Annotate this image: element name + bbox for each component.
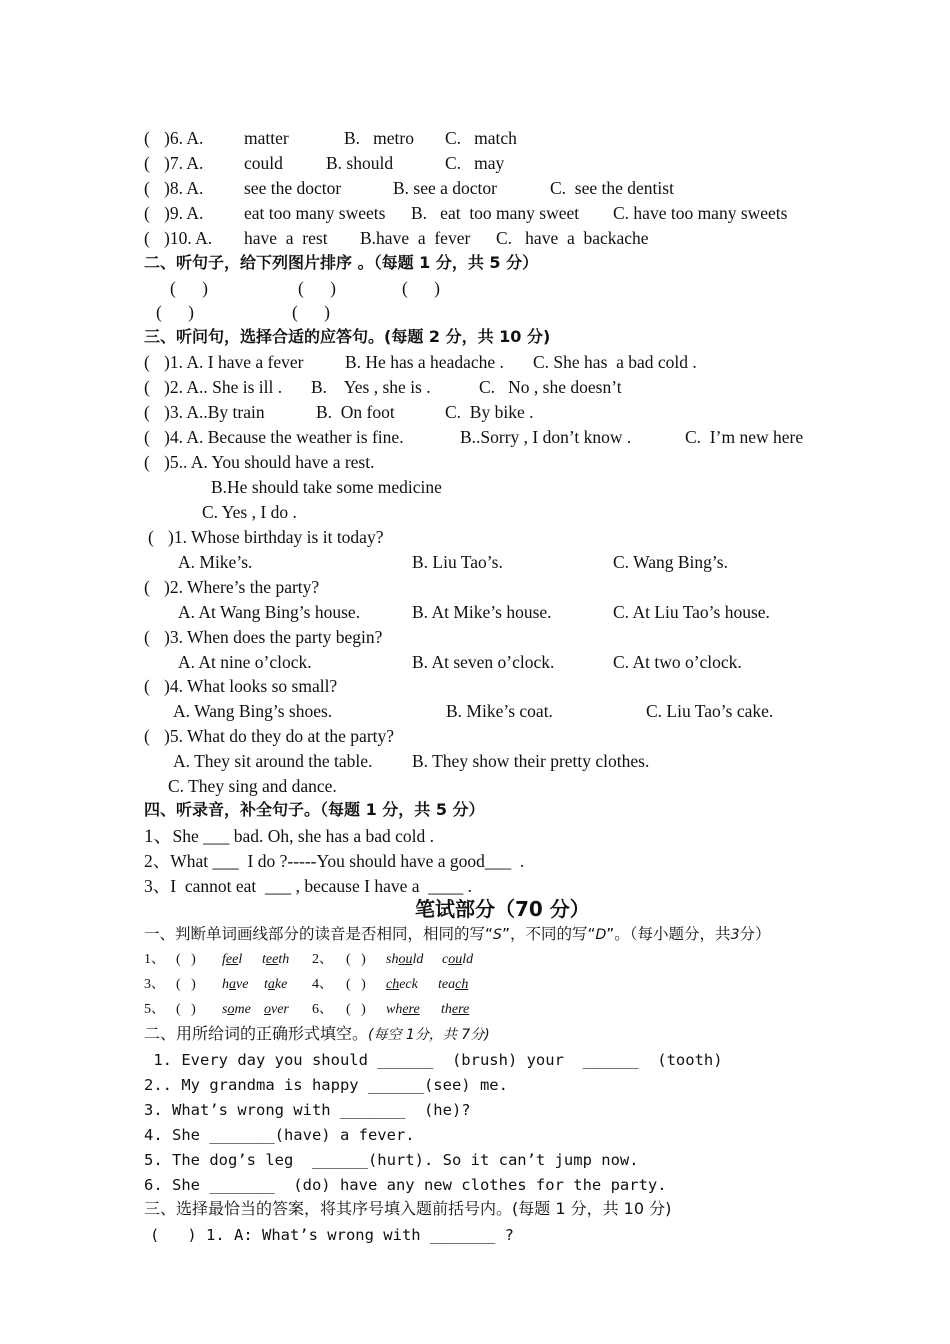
choice-line: ( ) 1. A: What’s wrong with _______ ? bbox=[150, 1226, 514, 1244]
option-a: A. At Wang Bing’s house. bbox=[178, 602, 361, 622]
picture-order-blank: ( ) bbox=[292, 302, 330, 322]
option-b: B. At seven o’clock. bbox=[412, 652, 555, 672]
question: )2. A.. She is ill . bbox=[164, 377, 283, 397]
underlined-part: ere bbox=[451, 1002, 470, 1017]
underlined-part: o bbox=[264, 1002, 271, 1017]
question: )4. A. Because the weather is fine. bbox=[164, 427, 404, 447]
option-c: C. At Liu Tao’s house. bbox=[613, 602, 770, 622]
underlined-part: ee bbox=[225, 952, 239, 967]
option-c: C. By bike . bbox=[445, 402, 534, 422]
paren: ( bbox=[144, 427, 150, 447]
option-b: B. They show their pretty clothes. bbox=[412, 751, 650, 771]
underlined-part: ou bbox=[448, 952, 463, 967]
question: )5. What do they do at the party? bbox=[164, 726, 395, 746]
word: teach bbox=[438, 977, 469, 992]
word: teeth bbox=[262, 952, 290, 967]
option-b: B. At Mike’s house. bbox=[412, 602, 552, 622]
option-b: B. should bbox=[326, 153, 394, 173]
option-c: C. No , she doesn’t bbox=[479, 377, 622, 397]
pair-number: 4、 bbox=[312, 977, 333, 992]
fill-line: 2.. My grandma is happy ______(see) me. bbox=[144, 1076, 508, 1094]
question: )5.. A. You should have a rest. bbox=[164, 452, 375, 472]
option-c: C. match bbox=[445, 128, 517, 148]
score-number: 3 bbox=[730, 927, 740, 943]
option-a: A. They sit around the table. bbox=[173, 751, 373, 771]
pair-number: 3、 bbox=[144, 977, 165, 992]
section-heading: 三、听问句，选择合适的应答句。(每题 2 分，共 10 分) bbox=[144, 327, 551, 346]
question: )3. A..By train bbox=[164, 402, 265, 422]
written-part-title: 笔试部分（70 分） bbox=[415, 897, 590, 921]
paren: ( bbox=[148, 527, 154, 547]
section-heading: 二、听句子，给下列图片排序 。（每题 1 分，共 5 分） bbox=[144, 253, 539, 272]
option-c: C. Wang Bing’s. bbox=[613, 552, 728, 572]
word: over bbox=[264, 1002, 289, 1017]
option-c: C. At two o’clock. bbox=[613, 652, 742, 672]
fill-line: 5. The dog’s leg ______(hurt). So it can’t jump now. bbox=[144, 1151, 639, 1169]
underlined-part: ee bbox=[265, 952, 279, 967]
question-no: )6. A. bbox=[164, 128, 204, 148]
paren: ( bbox=[144, 203, 150, 223]
sentence-3: 3、I cannot eat ___ , because I have a ____ . bbox=[144, 876, 473, 896]
picture-order-blank: ( ) bbox=[298, 278, 336, 298]
question-no: )8. A. bbox=[164, 178, 204, 198]
answer-blank: ( ) bbox=[346, 1002, 366, 1017]
word: feel bbox=[222, 949, 242, 971]
heading-tail: ”。（每小题分，共 bbox=[606, 925, 731, 943]
word: could bbox=[442, 952, 474, 967]
word: have bbox=[222, 977, 249, 992]
fill-line: 6. She _______ (do) have any new clothes for the party. bbox=[144, 1176, 667, 1194]
heading-end: 分） bbox=[739, 925, 771, 943]
option-b: B..Sorry , I don’t know . bbox=[460, 427, 632, 447]
fill-line: 3. What’s wrong with _______ (he)? bbox=[144, 1101, 471, 1119]
paren: ( bbox=[144, 726, 150, 746]
option-b: B. Yes , she is . bbox=[311, 377, 431, 397]
answer-blank: ( ) bbox=[346, 952, 366, 967]
pair-number: 5、 bbox=[144, 1002, 165, 1017]
paren: ( bbox=[144, 452, 150, 472]
picture-order-blank: ( ) bbox=[402, 278, 440, 298]
paren: ( bbox=[144, 402, 150, 422]
option-b: B. see a doctor bbox=[393, 178, 497, 198]
option-a: matter bbox=[244, 128, 289, 148]
word: check bbox=[386, 977, 418, 992]
option-a: see the doctor bbox=[244, 178, 342, 198]
underlined-part: ere bbox=[402, 1002, 420, 1017]
option-b: B. metro bbox=[344, 128, 414, 148]
s-mark: S bbox=[493, 927, 502, 943]
answer-blank: ( ) bbox=[176, 1002, 196, 1017]
sentence-2: 2、What ___ I do ?-----You should have a good___ . bbox=[144, 851, 525, 871]
underlined-part: ou bbox=[398, 952, 413, 967]
underlined-part: a bbox=[267, 977, 275, 992]
option-c: C. Yes , I do . bbox=[202, 502, 297, 522]
answer-blank: ( ) bbox=[346, 977, 366, 992]
fill-line: 1. Every day you should ______ (brush) your ______ (tooth) bbox=[144, 1051, 723, 1069]
option-b: B. On foot bbox=[316, 402, 395, 422]
d-mark: D bbox=[595, 927, 607, 943]
question: )1. Whose birthday is it today? bbox=[168, 527, 384, 547]
option-c: C. I’m new here bbox=[685, 427, 804, 447]
paren: ( bbox=[144, 228, 150, 248]
word: there bbox=[441, 1002, 470, 1017]
option-c: C. see the dentist bbox=[550, 178, 674, 198]
word: should bbox=[386, 952, 424, 967]
paren: ( bbox=[144, 178, 150, 198]
word: take bbox=[264, 977, 288, 992]
heading-mid: ”，不同的写“ bbox=[501, 925, 596, 943]
heading-text: 一、判断单词画线部分的读音是否相同，相同的写“ bbox=[144, 925, 494, 943]
option-b: B. Liu Tao’s. bbox=[412, 552, 503, 572]
option-b: B.have a fever bbox=[360, 228, 471, 248]
option-b: B. eat too many sweet bbox=[411, 203, 580, 223]
option-c: C. have a backache bbox=[496, 228, 649, 248]
section-heading: 三、选择最恰当的答案，将其序号填入题前括号内。(每题 1 分，共 10 分) bbox=[144, 1199, 672, 1218]
fill-line: 4. She _______(have) a fever. bbox=[144, 1126, 415, 1144]
paren: ( bbox=[144, 627, 150, 647]
section-heading: 四、听录音，补全句子。（每题 1 分，共 5 分） bbox=[144, 800, 485, 819]
option-b: B. Mike’s coat. bbox=[446, 701, 553, 721]
option-c: C. She has a bad cold . bbox=[533, 352, 697, 372]
option-a: A. Mike’s. bbox=[178, 552, 253, 572]
sentence-text: She ___ bad. Oh, she has a bad cold . bbox=[172, 826, 434, 846]
heading-tail: (每空 1分，共 7分) bbox=[368, 1027, 490, 1043]
sentence-number: 1、 bbox=[144, 826, 173, 847]
answer-blank: ( ) bbox=[176, 977, 196, 992]
paren: ( bbox=[144, 128, 150, 148]
option-c: C. They sing and dance. bbox=[168, 776, 337, 796]
question-no: )10. A. bbox=[164, 228, 213, 248]
word: some bbox=[222, 1002, 251, 1017]
answer-blank: ( ) bbox=[176, 952, 196, 967]
option-a: have a rest bbox=[244, 228, 328, 248]
option-b: B. He has a headache . bbox=[345, 352, 504, 372]
word: where bbox=[386, 1002, 420, 1017]
option-a: A. Wang Bing’s shoes. bbox=[173, 701, 333, 721]
paren: ( bbox=[144, 352, 150, 372]
option-b: B.He should take some medicine bbox=[211, 477, 442, 497]
sentence-1 bbox=[144, 825, 434, 848]
option-a: could bbox=[244, 153, 283, 173]
question-no: )9. A. bbox=[164, 203, 204, 223]
pair-number: 6、 bbox=[312, 1002, 333, 1017]
underlined-part: ch bbox=[386, 977, 400, 992]
option-c: C. Liu Tao’s cake. bbox=[646, 701, 774, 721]
option-c: C. have too many sweets bbox=[613, 203, 788, 223]
pair-number: 1、 bbox=[144, 952, 165, 967]
underlined-part: a bbox=[229, 977, 236, 992]
option-c: C. may bbox=[445, 153, 505, 173]
section-heading bbox=[144, 1023, 490, 1046]
pair-number: 2、 bbox=[312, 952, 333, 967]
question: )1. A. I have a fever bbox=[164, 352, 304, 372]
underlined-part: o bbox=[227, 1002, 235, 1017]
paren: ( bbox=[144, 577, 150, 597]
paren: ( bbox=[144, 377, 150, 397]
picture-order-blank: ( ) bbox=[156, 302, 194, 322]
paren: ( bbox=[144, 676, 150, 696]
paren: ( bbox=[144, 153, 150, 173]
question: )3. When does the party begin? bbox=[164, 627, 383, 647]
underlined-part: ch bbox=[455, 977, 469, 992]
question: )2. Where’s the party? bbox=[164, 577, 320, 597]
option-a: eat too many sweets bbox=[244, 203, 386, 223]
option-a: A. At nine o’clock. bbox=[178, 652, 312, 672]
question-no: )7. A. bbox=[164, 153, 204, 173]
section-heading bbox=[144, 923, 771, 946]
question: )4. What looks so small? bbox=[164, 676, 338, 696]
picture-order-blank: ( ) bbox=[170, 278, 208, 298]
heading-text: 二、用所给词的正确形式填空。 bbox=[144, 1024, 369, 1043]
